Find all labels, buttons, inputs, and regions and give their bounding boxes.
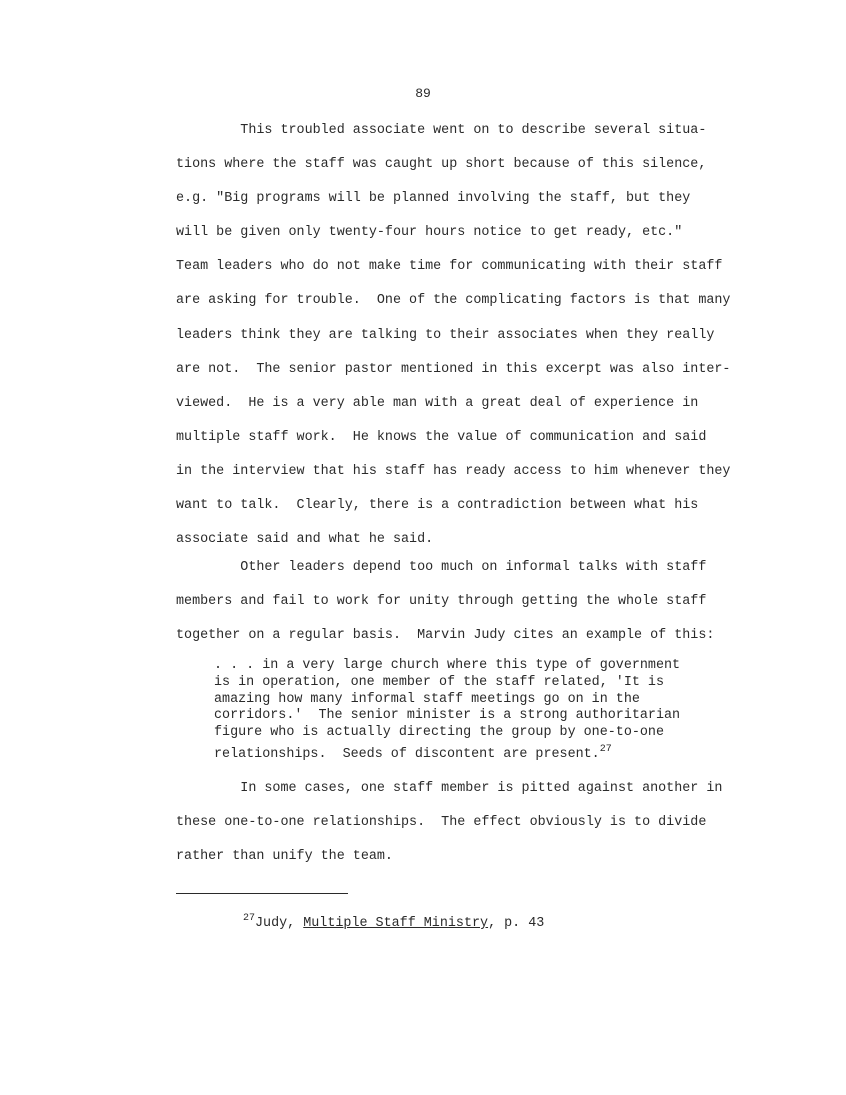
paragraph-line: Other leaders depend too much on informal talks with staff <box>176 560 707 575</box>
footnote-title: Multiple Staff Ministry <box>303 916 489 931</box>
paragraph-line: these one-to-one relationships. The effect obviously is to divide <box>176 815 707 831</box>
paragraph-line: will be given only twenty-four hours notice to get ready, etc." <box>176 225 683 241</box>
paragraph-line: Team leaders who do not make time for communicating with their staff <box>176 259 723 275</box>
paragraph-2 <box>176 551 776 653</box>
paragraph-line: viewed. He is a very able man with a great deal of experience in <box>176 395 699 411</box>
footnote-page: , p. 43 <box>488 916 545 931</box>
quote-line: figure who is actually directing the group by one-to-one <box>214 725 664 741</box>
paragraph-line: want to talk. Clearly, there is a contradiction between what his <box>176 498 699 514</box>
paragraph-line: rather than unify the team. <box>176 849 393 865</box>
quote-line-text: relationships. Seeds of discontent are present. <box>214 746 600 762</box>
quote-line: . . . in a very large church where this type of government <box>214 658 681 673</box>
paragraph-line: In some cases, one staff member is pitted against another in <box>176 781 723 796</box>
paragraph-line: are asking for trouble. One of the complicating factors is that many <box>176 293 731 309</box>
footnote <box>243 913 544 931</box>
paragraph-line: This troubled associate went on to describe several situa- <box>176 123 707 138</box>
quote-line: corridors.' The senior minister is a strong authoritarian <box>214 708 681 724</box>
page-number: 89 <box>415 86 431 101</box>
footnote-marker: 27 <box>599 743 612 755</box>
paragraph-line: multiple staff work. He knows the value of communication and said <box>176 429 707 445</box>
block-quote <box>214 658 774 762</box>
quote-line-last <box>214 742 774 762</box>
paragraph-line: members and fail to work for unity through getting the whole staff <box>176 594 707 610</box>
paragraph-line: in the interview that his staff has ready access to him whenever they <box>176 463 731 479</box>
paragraph-line: leaders think they are talking to their associates when they really <box>176 327 715 343</box>
quote-line: amazing how many informal staff meetings go on in the <box>214 691 640 707</box>
footnote-number: 27 <box>243 913 256 924</box>
paragraph-3 <box>176 772 776 874</box>
paragraph-line: together on a regular basis. Marvin Judy cites an example of this: <box>176 628 715 644</box>
quote-line: is in operation, one member of the staff related, 'It is <box>214 674 664 690</box>
paragraph-line: associate said and what he said. <box>176 532 434 548</box>
footnote-author: Judy, <box>255 916 304 931</box>
paragraph-line: are not. The senior pastor mentioned in this excerpt was also inter- <box>176 361 731 377</box>
paragraph-line: tions where the staff was caught up short because of this silence, <box>176 157 707 173</box>
footnote-divider <box>176 893 348 894</box>
paragraph-1 <box>176 114 776 557</box>
paragraph-line: e.g. "Big programs will be planned involving the staff, but they <box>176 191 691 207</box>
